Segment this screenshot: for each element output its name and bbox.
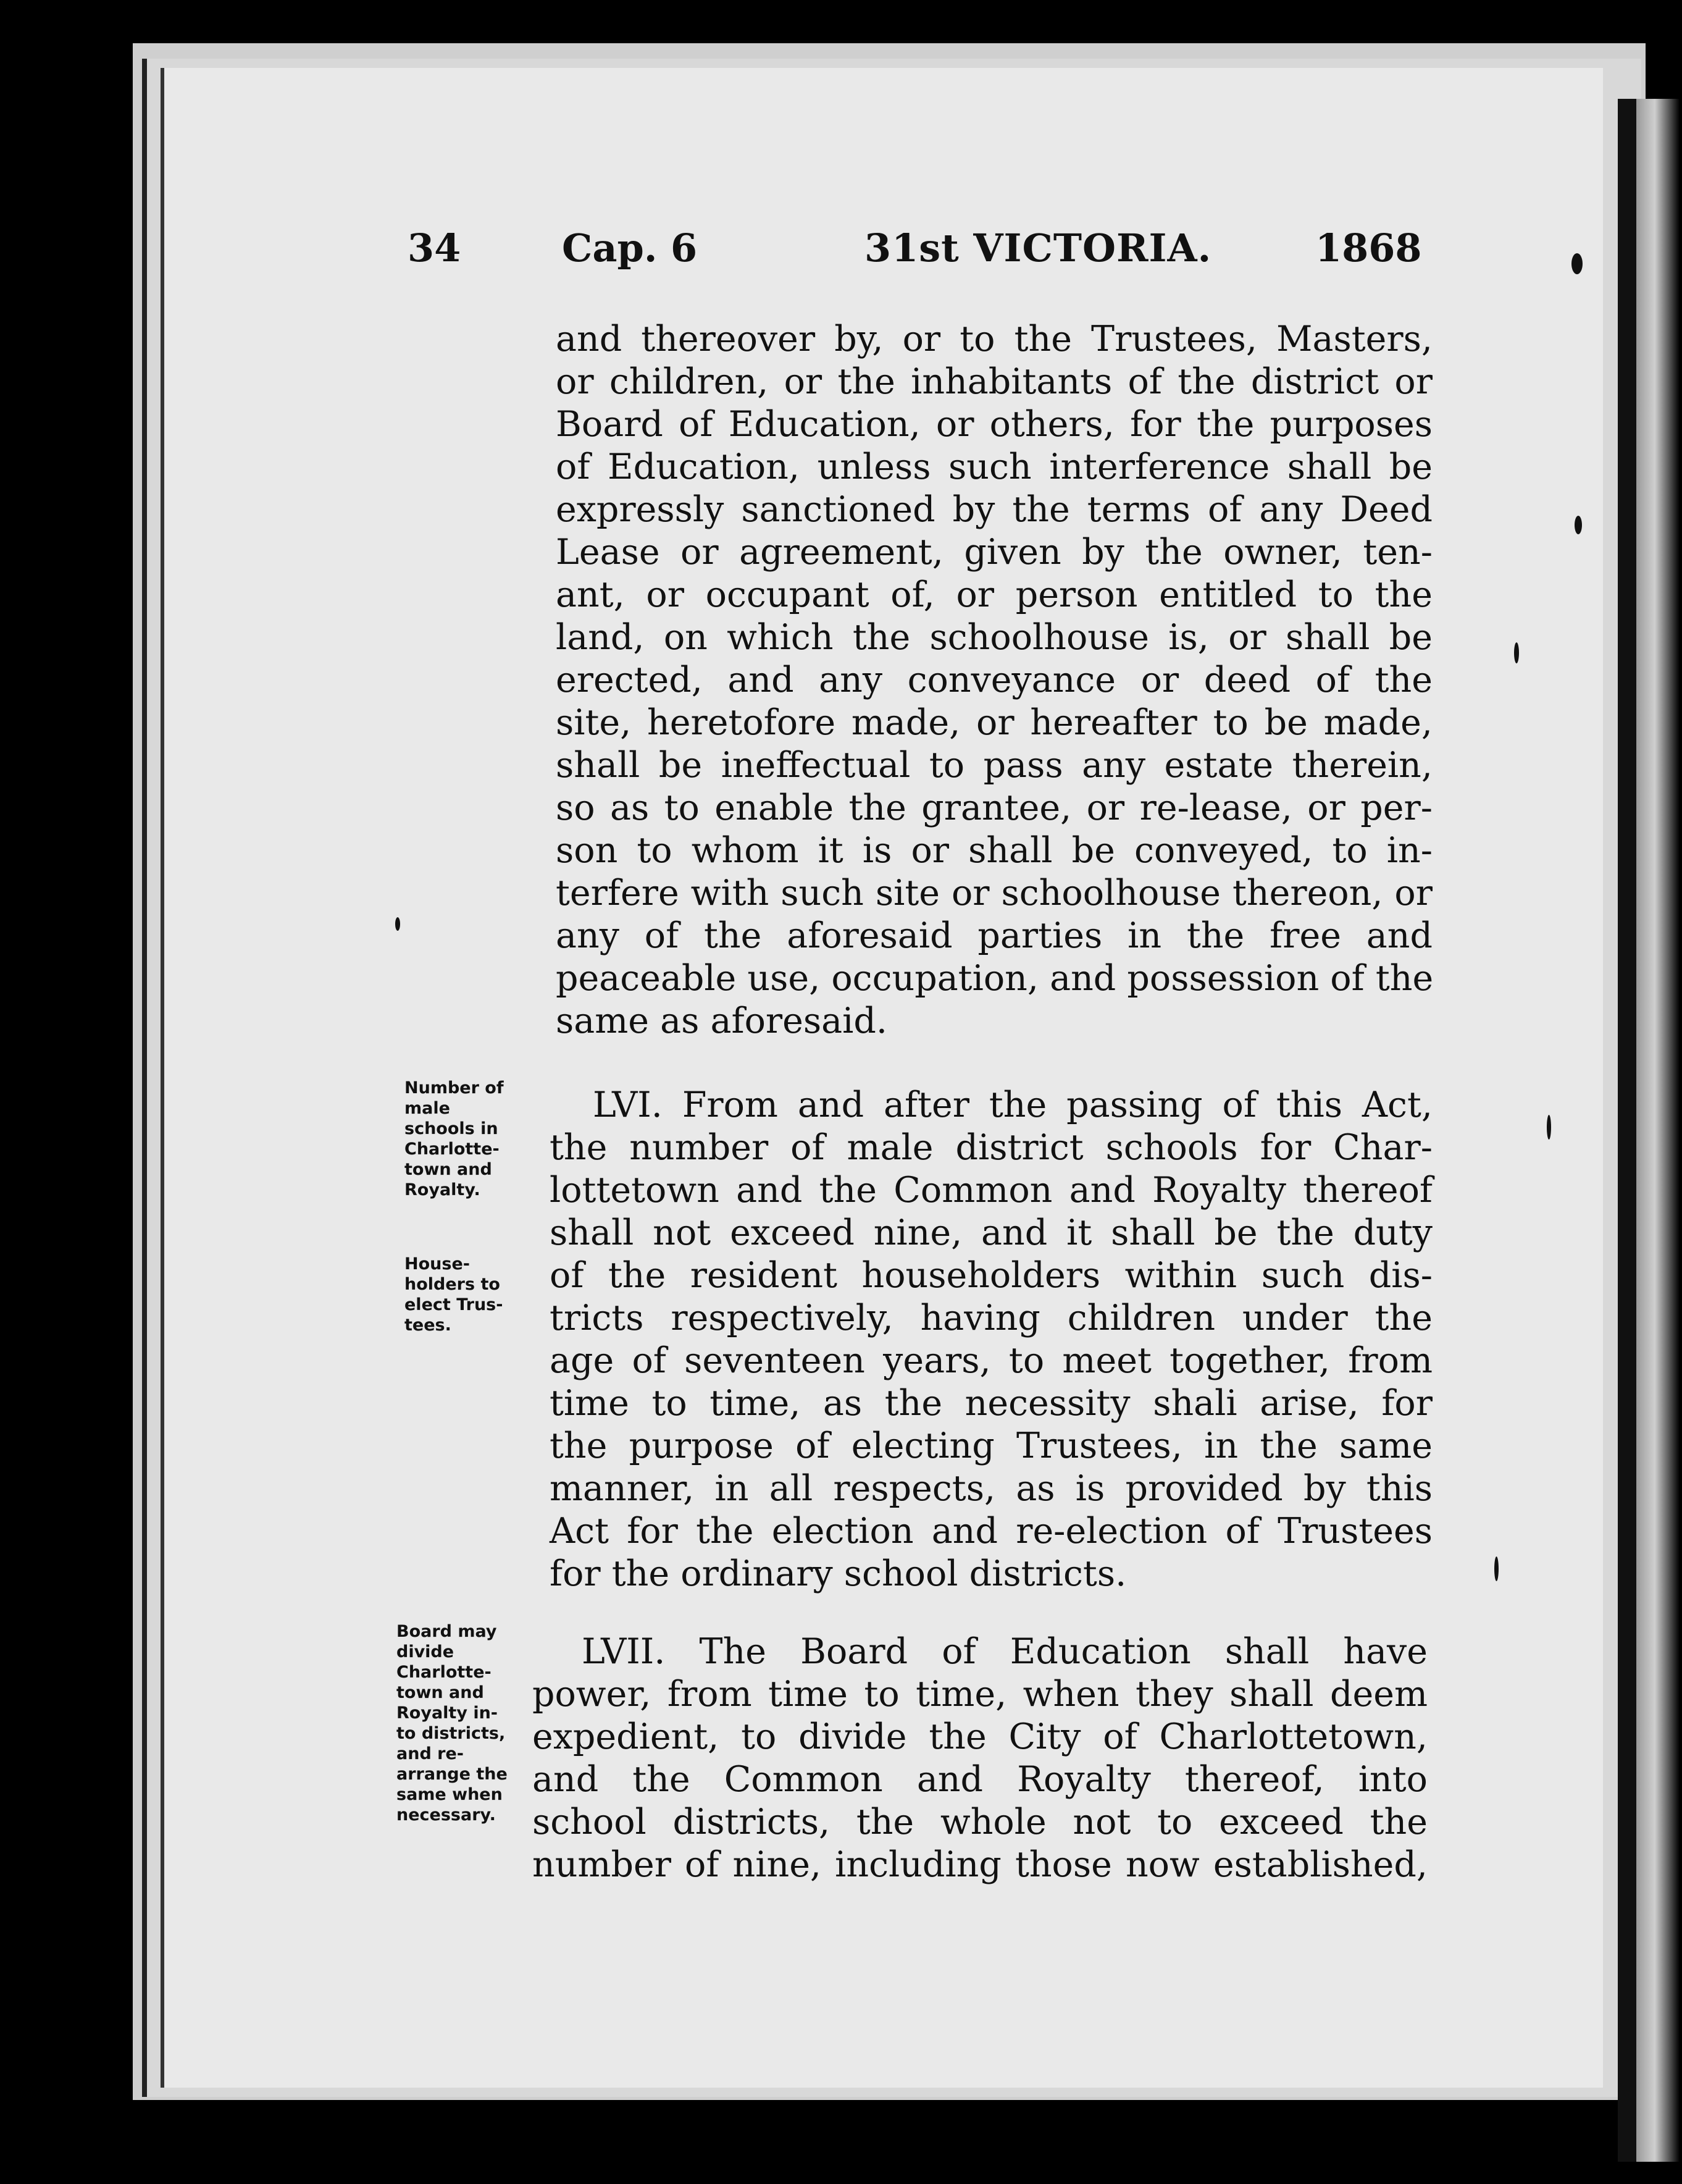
- text-line: expressly sanctioned by the terms of any Deed: [556, 489, 1433, 530]
- margin-note-male-schools: Number of male schools in Charlotte- town and Royalty.: [404, 1078, 504, 1199]
- ink-speck: [1514, 642, 1519, 663]
- year-label: 1868: [1315, 225, 1422, 271]
- text-line: any of the aforesaid parties in the free and: [556, 915, 1433, 956]
- continuation-paragraph: [556, 318, 1433, 1043]
- text-line: LVII. The Board of Education shall have: [582, 1631, 1428, 1672]
- text-line: school districts, the whole not to exceed the: [532, 1802, 1428, 1842]
- text-line: age of seventeen years, to meet together, from: [550, 1340, 1433, 1381]
- text-line: same as aforesaid.: [556, 1001, 887, 1041]
- ink-speck: [1494, 1556, 1499, 1581]
- text-line: of the resident householders within such dis-: [550, 1255, 1433, 1296]
- running-header: [408, 225, 1433, 293]
- text-line: land, on which the schoolhouse is, or shall be: [556, 617, 1433, 658]
- ink-speck: [395, 917, 400, 931]
- text-line: peaceable use, occupation, and possession of the: [556, 958, 1434, 999]
- text-line: site, heretofore made, or hereafter to be made,: [556, 702, 1433, 743]
- text-line: and thereover by, or to the Trustees, Masters,: [556, 319, 1433, 359]
- text-line: expedient, to divide the City of Charlottetown,: [532, 1716, 1428, 1757]
- text-line: so as to enable the grantee, or re-lease, or per-: [556, 788, 1433, 828]
- text-line: manner, in all respects, as is provided by this: [550, 1468, 1433, 1509]
- text-line: shall not exceed nine, and it shall be the duty: [550, 1212, 1433, 1253]
- text-line: LVI. From and after the passing of this Act,: [593, 1085, 1433, 1125]
- ink-speck: [1575, 516, 1582, 534]
- section-lvi: [550, 1084, 1433, 1595]
- ink-speck: [1571, 253, 1583, 274]
- margin-note-board-divide: Board may divide Charlotte- town and Royalty in- to districts, and re- arrange the same when necessary.: [396, 1622, 508, 1825]
- section-lvii: [532, 1631, 1428, 1886]
- text-line: the number of male district schools for Char-: [550, 1127, 1433, 1168]
- text-line: Board of Education, or others, for the purposes: [556, 404, 1433, 445]
- text-line: shall be ineffectual to pass any estate therein,: [556, 745, 1433, 786]
- margin-note-householders: House- holders to elect Trus- tees.: [404, 1254, 503, 1335]
- text-line: terfere with such site or schoolhouse thereon, or: [556, 873, 1433, 914]
- text-line: erected, and any conveyance or deed of the: [556, 660, 1433, 700]
- reign-label: 31st VICTORIA.: [864, 225, 1212, 271]
- text-line: number of nine, including those now established,: [532, 1844, 1428, 1885]
- text-line: the purpose of electing Trustees, in the same: [550, 1426, 1433, 1466]
- facing-page-edge: [1618, 99, 1682, 2162]
- text-line: or children, or the inhabitants of the district or: [556, 361, 1433, 402]
- text-line: and the Common and Royalty thereof, into: [532, 1759, 1428, 1800]
- text-line: time to time, as the necessity shali arise, for: [550, 1383, 1433, 1424]
- text-line: lottetown and the Common and Royalty thereof: [550, 1170, 1433, 1211]
- ink-speck: [1547, 1115, 1551, 1140]
- text-line: tricts respectively, having children under the: [550, 1298, 1433, 1338]
- text-line: Lease or agreement, given by the owner, ten-: [556, 532, 1433, 573]
- text-line: son to whom it is or shall be conveyed, to in-: [556, 830, 1433, 871]
- text-line: Act for the election and re-election of Trustees: [550, 1511, 1433, 1552]
- text-line: for the ordinary school districts.: [550, 1553, 1127, 1594]
- text-line: ant, or occupant of, or person entitled to the: [556, 574, 1433, 615]
- page-number: 34: [408, 225, 461, 271]
- chapter-label: Cap. 6: [562, 225, 698, 271]
- text-line: power, from time to time, when they shall deem: [532, 1674, 1428, 1715]
- text-line: of Education, unless such interference shall be: [556, 447, 1433, 487]
